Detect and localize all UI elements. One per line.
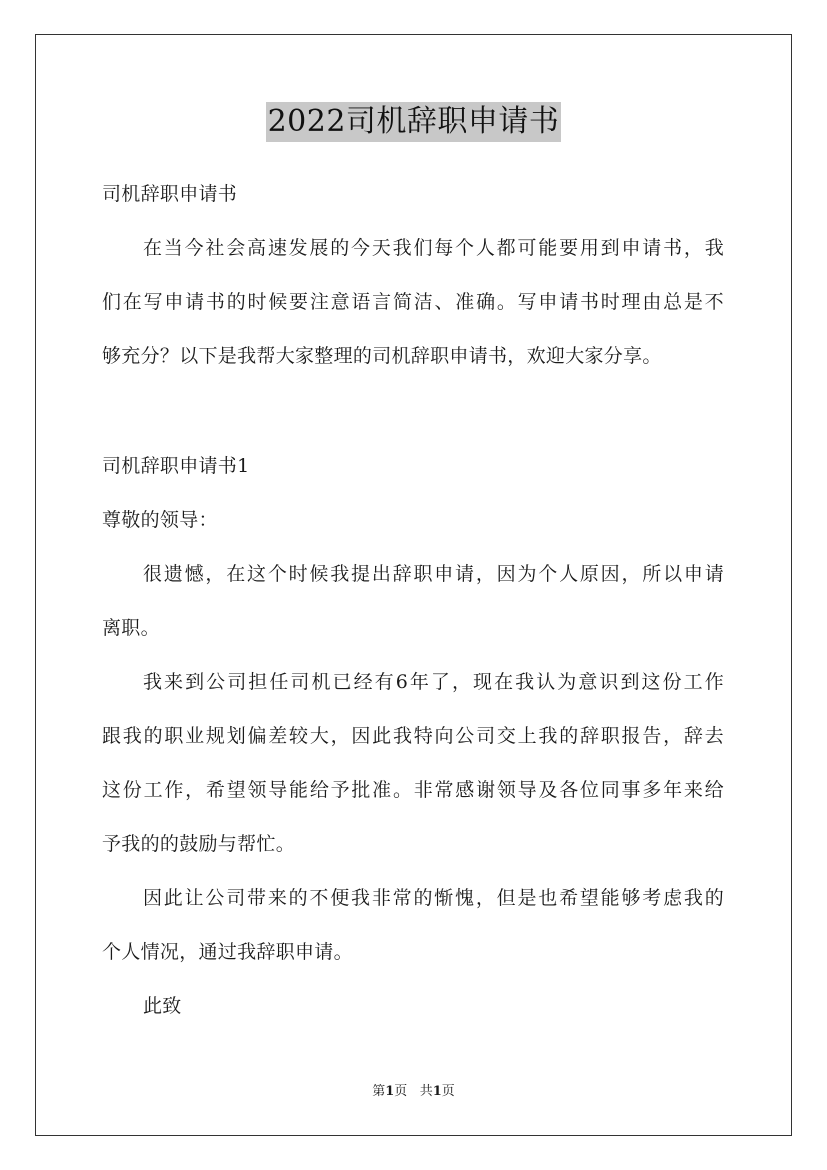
title-container	[0, 102, 827, 142]
total-label-suffix: 页	[441, 1084, 455, 1099]
total-label-prefix: 共	[419, 1084, 433, 1099]
page-footer	[0, 1083, 827, 1101]
paragraph-line: 我来到公司担任司机已经有6年了，现在我认为意识到这份工作	[143, 671, 724, 693]
salutation: 尊敬的领导：	[102, 509, 218, 531]
paragraph-line: 够充分？以下是我帮大家整理的司机辞职申请书，欢迎大家分享。	[102, 345, 662, 367]
page-number: 1	[385, 1084, 395, 1099]
document-title: 2022司机辞职申请书	[266, 102, 562, 142]
total-pages: 1	[432, 1084, 442, 1099]
section-heading: 司机辞职申请书1	[102, 455, 250, 477]
paragraph-line: 在当今社会高速发展的今天我们每个人都可能要用到申请书，我	[143, 237, 724, 259]
paragraph-line: 这份工作，希望领导能给予批准。非常感谢领导及各位同事多年来给	[102, 779, 724, 801]
page-label-suffix: 页	[394, 1084, 408, 1099]
paragraph-line: 离职。	[102, 617, 160, 639]
paragraph-line: 予我的的鼓励与帮忙。	[102, 833, 296, 855]
closing-line: 此致	[143, 995, 182, 1017]
paragraph-line: 很遗憾，在这个时候我提出辞职申请，因为个人原因，所以申请	[143, 563, 724, 585]
paragraph-line: 因此让公司带来的不便我非常的惭愧，但是也希望能够考虑我的	[143, 887, 724, 909]
paragraph-line: 们在写申请书的时候要注意语言简洁、准确。写申请书时理由总是不	[102, 291, 724, 313]
subtitle: 司机辞职申请书	[102, 183, 238, 205]
paragraph-line: 跟我的职业规划偏差较大，因此我特向公司交上我的辞职报告，辞去	[102, 725, 724, 747]
page-label-prefix: 第	[372, 1084, 386, 1099]
paragraph-line: 个人情况，通过我辞职申请。	[102, 941, 353, 963]
